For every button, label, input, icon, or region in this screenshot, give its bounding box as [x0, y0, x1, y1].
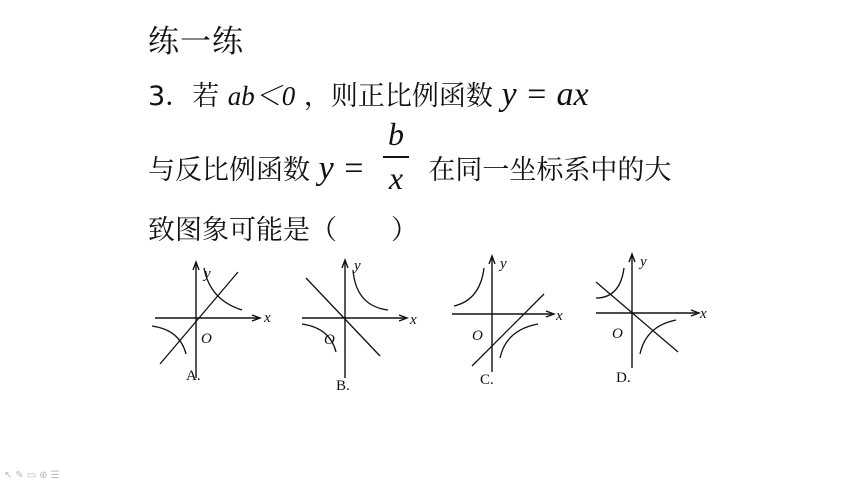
question-number: 3．: [148, 81, 193, 112]
inverse-function-lhs: y =: [318, 150, 366, 187]
option-c-hyperbola-1: [454, 268, 484, 306]
option-b-origin-label: O: [324, 332, 335, 348]
option-b-graph: [302, 258, 417, 394]
option-c-hyperbola-2: [500, 324, 538, 358]
option-c-origin-label: O: [472, 328, 483, 344]
question-line-3: 致图象可能是（ ）: [148, 215, 418, 246]
option-d-x-label: x: [700, 306, 707, 322]
option-d-origin-label: O: [612, 326, 623, 342]
slideshow-toolbar: [4, 470, 63, 481]
option-d-label: D.: [616, 370, 631, 386]
option-b-hyperbola-1: [353, 270, 388, 310]
option-d-y-label: y: [640, 254, 647, 270]
option-a-graph: [152, 262, 271, 384]
option-a-label: A.: [186, 368, 201, 384]
option-c-x-label: x: [556, 308, 563, 324]
option-b-label: B.: [336, 378, 350, 394]
slideshow-toolbar-icons[interactable]: ↖✎▭⊕☰: [4, 470, 63, 481]
option-a-y-label: y: [204, 266, 211, 282]
option-d-line: [596, 282, 678, 352]
linear-function-formula: y = ax: [501, 76, 589, 113]
option-a-origin-label: O: [201, 331, 212, 347]
line2-prefix: 与反比例函数: [148, 155, 310, 186]
option-c-label: C.: [480, 372, 494, 388]
condition-formula: ab＜0: [227, 81, 296, 111]
option-b-line: [306, 278, 380, 356]
option-a-x-label: x: [264, 310, 271, 326]
option-d-graph: [596, 254, 707, 386]
fraction-numerator: b: [388, 116, 404, 152]
line2-suffix: 在同一坐标系中的大: [428, 155, 672, 186]
option-b-y-label: y: [354, 258, 361, 274]
slide-title: 练一练: [148, 24, 244, 60]
fraction-denominator: x: [388, 160, 404, 196]
option-b-x-label: x: [410, 312, 417, 328]
option-d-hyperbola-2: [640, 320, 676, 354]
question-ruo: 若: [192, 81, 220, 112]
option-c-graph: [452, 256, 563, 388]
option-c-y-label: y: [500, 256, 507, 272]
then-text: ，则正比例函数: [303, 81, 493, 112]
